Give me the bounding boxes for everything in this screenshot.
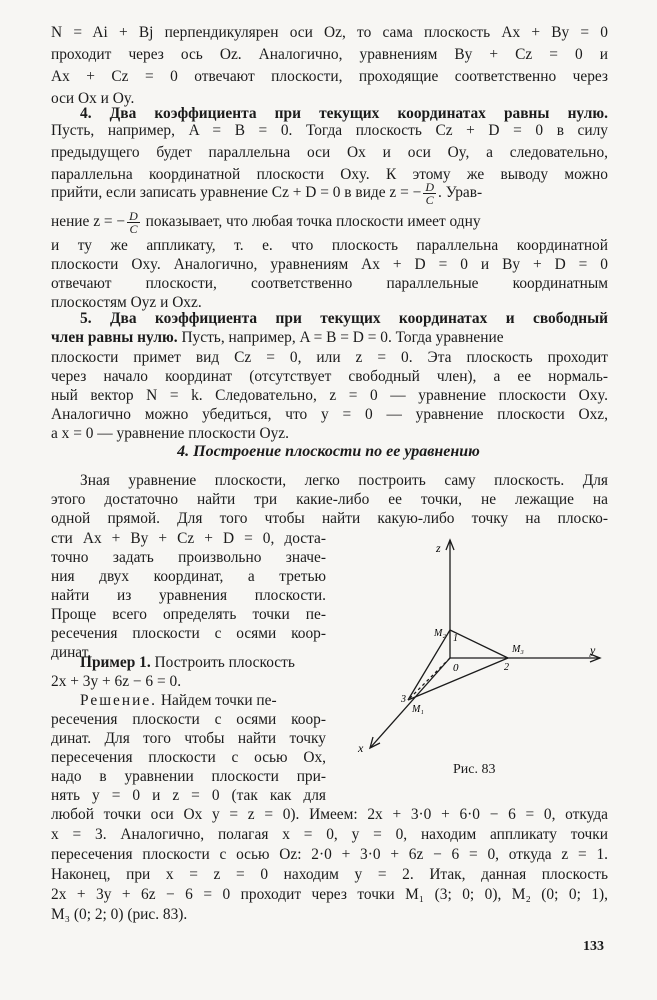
- origin-label: 0: [453, 662, 459, 674]
- text-line: через начало координат (отсутствует свободный член), а ее нормаль-: [51, 368, 608, 385]
- text-line: одной прямой. Для того чтобы найти какую-либо точку на плоско-: [51, 510, 608, 527]
- text-segment: Пусть, например, A = B = D = 0. Тогда уравнение: [177, 329, 504, 346]
- text-segment: показывает, что любая точка плоскости имеет одну: [141, 213, 481, 230]
- fraction-numerator: D: [129, 208, 138, 223]
- text-line: [80, 653, 326, 673]
- fraction-denominator: C: [129, 221, 138, 236]
- text-line: x = 3. Аналогично, полагая x = 0, y = 0, находим аппликату точки: [51, 826, 608, 843]
- text-line: плоскости примет вид Cz = 0, или z = 0. Эта плоскость проходит: [51, 349, 608, 366]
- text-line: проходит через ось Oz. Аналогично, уравнениям By + Cz = 0 и: [51, 46, 608, 63]
- text-line: ресечения плоскости с осями коор-: [51, 711, 326, 728]
- text-line: ния двух координат, а третью: [51, 568, 326, 585]
- text-segment: прийти, если записать уравнение Cz + D = 0 в виде z = −: [51, 184, 422, 201]
- text-line: параллельна координатной плоскости Oxy. К этому же выводу можно: [51, 166, 608, 183]
- text-line: Наконец, при x = z = 0 находим y = 2. Итак, данная плоскость: [51, 866, 608, 883]
- m2-label: M₂: [434, 628, 446, 639]
- text-line: Проще всего определять точки пе-: [51, 606, 326, 623]
- text-line: динат.: [51, 644, 92, 661]
- figure-caption: Рис. 83: [453, 762, 496, 777]
- text-line: 2x + 3y + 6z − 6 = 0 проходит через точки M₁ (3; 0; 0), M₂ (0; 0; 1),: [51, 886, 608, 903]
- text-line: ресечения плоскости с осями коор-: [51, 625, 326, 642]
- text-line: и ту же аппликату, т. е. что плоскость параллельна координатной: [51, 237, 608, 254]
- text-line: Пусть, например, A = B = 0. Тогда плоскость Cz + D = 0 в силу: [51, 122, 608, 139]
- text-line: оси Ox и Oy.: [51, 90, 135, 107]
- text-line: сти Ax + By + Cz + D = 0, доста-: [51, 530, 326, 547]
- x-axis: [370, 658, 450, 748]
- x-label: x: [358, 741, 364, 755]
- text-line: нять y = 0 и z = 0 (так как для: [51, 787, 326, 804]
- text-line: [80, 691, 326, 711]
- section-heading: 4. Построение плоскости по ее уравнению: [177, 443, 480, 460]
- item-4-heading: 4. Два коэффициента при текущих координатах равны нулю.: [80, 105, 608, 122]
- text-line: предыдущего будет параллельна оси Ox и оси Oy, а следовательно,: [51, 144, 608, 161]
- item-5-heading: 5. Два коэффициента при текущих координатах и свободный: [80, 310, 608, 327]
- page-number: 133: [583, 939, 604, 954]
- text-line: пересечения плоскости с осью Oz: 2·0 + 3·0 + 6z − 6 = 0, откуда z = 1.: [51, 846, 608, 863]
- text-segment: Построить плоскость: [150, 654, 295, 671]
- text-line-fraction: [51, 205, 608, 239]
- example-label: Пример 1.: [80, 654, 151, 671]
- text-line: плоскостям Oyz и Oxz.: [51, 294, 202, 311]
- text-line: любой точки оси Ox y = z = 0). Имеем: 2x + 3·0 + 6·0 − 6 = 0, откуда: [51, 806, 608, 823]
- text-line: Ax + Cz = 0 отвечают плоскости, проходящие соответственно через: [51, 68, 608, 85]
- y-label: y: [590, 643, 596, 657]
- text-line: найти из уравнения плоскости.: [51, 587, 326, 604]
- tick-2-label: 2: [504, 662, 509, 673]
- text-line: а x = 0 — уравнение плоскости Oyz.: [51, 425, 289, 442]
- text-segment: . Урав-: [438, 184, 483, 201]
- text-line: точно задать произвольно значе-: [51, 549, 326, 566]
- m3-label: M₃: [512, 644, 524, 655]
- text-line: M₃ (0; 2; 0) (рис. 83).: [51, 906, 188, 923]
- text-line: ный вектор N = k. Следовательно, z = 0 — уравнение плоскости Oxy.: [51, 387, 608, 404]
- item-5-heading-continued: член равны нулю.: [51, 329, 178, 346]
- text-line: N = Ai + Bj перпендикулярен оси Oz, то сама плоскость Ax + By = 0: [51, 24, 608, 41]
- text-line: Зная уравнение плоскости, легко построить саму плоскость. Для: [80, 472, 608, 489]
- z-label: z: [436, 541, 441, 555]
- text-segment: нение z = −: [51, 213, 126, 230]
- text-line: пересечения плоскости с осью Ox,: [51, 749, 326, 766]
- solution-label: Решение.: [80, 692, 158, 709]
- fraction-denominator: C: [425, 192, 434, 207]
- text-line: Аналогично можно убедиться, что y = 0 — уравнение плоскости Oxz,: [51, 406, 608, 423]
- text-line: плоскости Oxy. Аналогично, уравнениям Ax + D = 0 и By + D = 0: [51, 256, 608, 273]
- fraction-d-over-c: [423, 181, 436, 206]
- tick-1-label: 1: [453, 633, 458, 644]
- text-line: 2x + 3y + 6z − 6 = 0.: [51, 673, 182, 690]
- text-line: этого достаточно найти три какие-либо ее точки, не лежащие на: [51, 491, 608, 508]
- text-line: [51, 328, 608, 348]
- edge-m2-m3: [450, 630, 508, 658]
- text-segment: Найдем точки пе-: [157, 692, 277, 709]
- tick-3-label: 3: [401, 694, 406, 705]
- fraction-d-over-c: [127, 210, 140, 235]
- fraction-numerator: D: [425, 179, 434, 194]
- text-line: отвечают плоскости, соответственно параллельные координатным: [51, 275, 608, 292]
- text-line: надо в уравнении плоскости при-: [51, 768, 326, 785]
- text-line: динат. Для того чтобы найти точку: [51, 730, 326, 747]
- figure-83: [340, 530, 610, 760]
- m1-label: M₁: [412, 704, 424, 715]
